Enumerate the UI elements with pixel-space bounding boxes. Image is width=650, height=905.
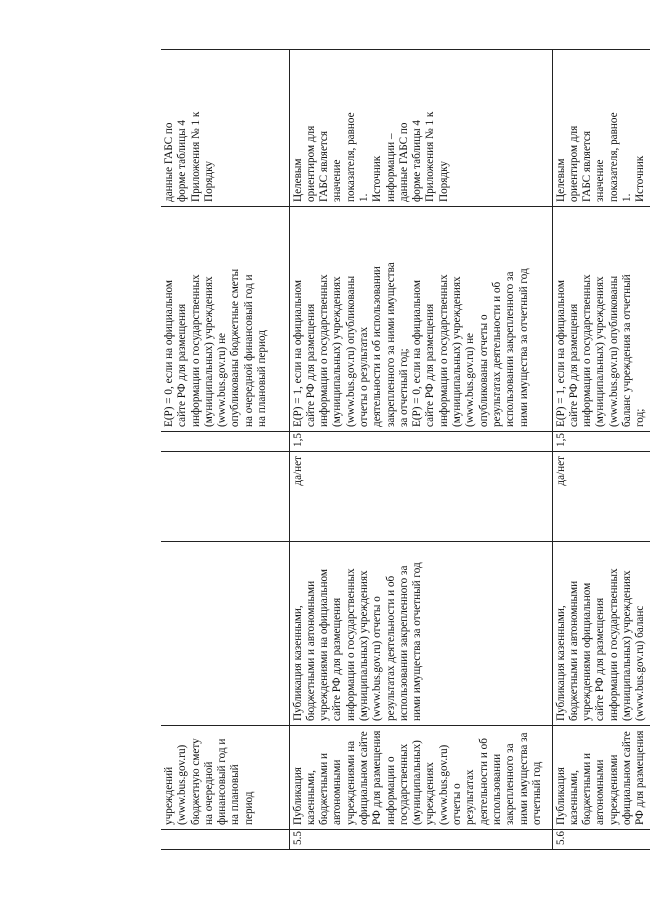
weight-cell (161, 432, 289, 452)
indicator-description: Публикация казенными, бюджетными и автономными учреждениями официальном сайте РФ для размещения информации о государственных (муниципальных) учреждениях (www.bus.gov.ru) баланс (552, 542, 650, 726)
table-row (161, 50, 289, 850)
row-number: 5.5 (289, 830, 552, 850)
note-cell: Целевым ориентиром для ГАБС является значение показателя, равное 1. Источник информации – данные ГАБС по форме таблицы 4 Приложения № 1 к Порядку (289, 50, 552, 207)
formula-cell: E(P) = 1, если на официальном сайте РФ для размещения информации о государственных (муниципальных) учреждениях (www.bus.gov.ru) опубликованы баланс учреждения за отчетный год; (552, 207, 650, 432)
row-number: 5.6 (552, 830, 650, 850)
unit-cell (161, 452, 289, 542)
indicator-description (161, 542, 289, 726)
rotated-table-container (161, 50, 647, 850)
formula-cell: E(P) = 1, если на официальном сайте РФ для размещения информации о государственных (муниципальных) учреждениях (www.bus.gov.ru) опубликованы отчеты о результатах деятельности и об использовании закрепленного за ними имущества за отчетный год; E(P) = 0, если на официальном сайте РФ для размещения информации о государственных (муниципальных) учреждениях (www.bus.gov.ru) не опубликованы отчеты о результатах деятельности и об использовании закрепленного за ними имущества за отчетный год (289, 207, 552, 432)
note-cell: данные ГАБС по форме таблицы 4 Приложения № 1 к Порядку (161, 50, 289, 207)
indicator-name: учреждений (www.bus.gov.ru) бюджетную смету на очередной финансовый год и на плановый период (161, 726, 289, 830)
table-row (289, 50, 552, 850)
weight-cell: 1,5 (552, 432, 650, 452)
unit-cell: да/нет (552, 452, 650, 542)
row-number (161, 830, 289, 850)
indicator-name: Публикация казенными, бюджетными и автономными учреждениями на официальном сайте РФ для размещения информации о государственных (муниципальных) учреждениях (www.bus.gov.ru) отчеты о результатах деятельности и об использовании закрепленного за ними имущества за отчетный год (289, 726, 552, 830)
indicator-table (161, 49, 650, 850)
weight-cell: 1,5 (289, 432, 552, 452)
formula-cell: E(P) = 0, если на официальном сайте РФ для размещения информации о государственных (муниципальных) учреждениях (www.bus.gov.ru) не опубликованы бюджетные сметы на очередной финансовый год и на плановый период (161, 207, 289, 432)
unit-cell: да/нет (289, 452, 552, 542)
indicator-description: Публикация казенными, бюджетными и автономными учреждениями на официальном сайте РФ для размещения информации о государственных (муниципальных) учреждениях (www.bus.gov.ru) отчеты о результатах деятельности и об использовании закрепленного за ними имущества за отчетный год (289, 542, 552, 726)
note-cell: Целевым ориентиром для ГАБС является значение показателя, равное 1. Источник (552, 50, 650, 207)
table-row (552, 50, 650, 850)
indicator-name: Публикация казенными, бюджетными и автономными учреждениями официальном сайте РФ для размещения (552, 726, 650, 830)
